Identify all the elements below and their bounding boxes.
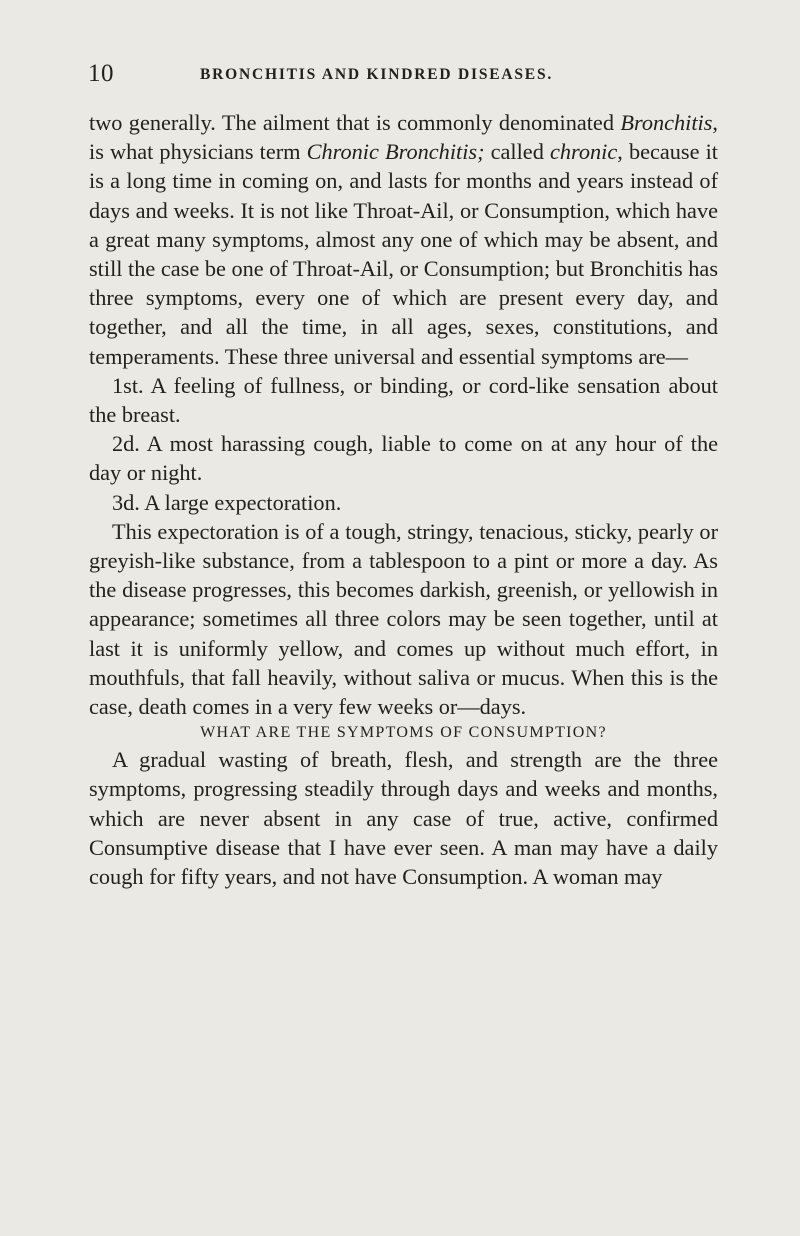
symptom-first: 1st. A feeling of fullness, or binding, or cord-like sensation about the breast. [89, 372, 718, 428]
page-number: 10 [88, 60, 114, 87]
running-head [88, 60, 708, 90]
paragraph-bronchitis-intro: two generally. The ailment that is commonly denominated Bronchitis, is what physicians term Chronic Bronchitis; called chronic, because it is a long time in coming on, and lasts for months and years instead of days and weeks. It is not like Throat-Ail, or Consumption, which have a great many symptoms, almost any one of which may be absent, and still the case be one of Throat-Ail, or Consumption; but Bronchitis has three symptoms, every one of which are present every day, and together, and all the time, in all ages, sexes, constitutions, and temperaments. These three universal and essential symptoms are— [89, 110, 718, 369]
paragraph-consumption: A gradual wasting of breath, flesh, and strength are the three symptoms, progressing steadily through days and weeks and months, which are never absent in any case of true, active, confirmed Consumptive disease that I have ever seen. A man may have a daily cough for fifty years, and not have Consumption. A woman may [89, 747, 718, 890]
body-text [89, 108, 718, 891]
symptom-third: 3d. A large expectoration. [112, 489, 342, 515]
running-title: BRONCHITIS AND KINDRED DISEASES. [200, 66, 554, 83]
symptom-second: 2d. A most harassing cough, liable to come on at any hour of the day or night. [89, 431, 718, 486]
paragraph-expectoration: This expectoration is of a tough, stringy, tenacious, sticky, pearly or greyish-like substance, from a tablespoon to a pint or more a day. As the disease progresses, this becomes darkish, greenish, or yellowish in appearance; sometimes all three colors may be seen together, until at last it is uniformly yellow, and comes up without much effort, in mouthfuls, that fall heavily, without saliva or mucus. When this is the case, death comes in a very few weeks or—days. [89, 518, 718, 720]
section-heading: WHAT ARE THE SYMPTOMS OF CONSUMPTION? [200, 724, 607, 742]
